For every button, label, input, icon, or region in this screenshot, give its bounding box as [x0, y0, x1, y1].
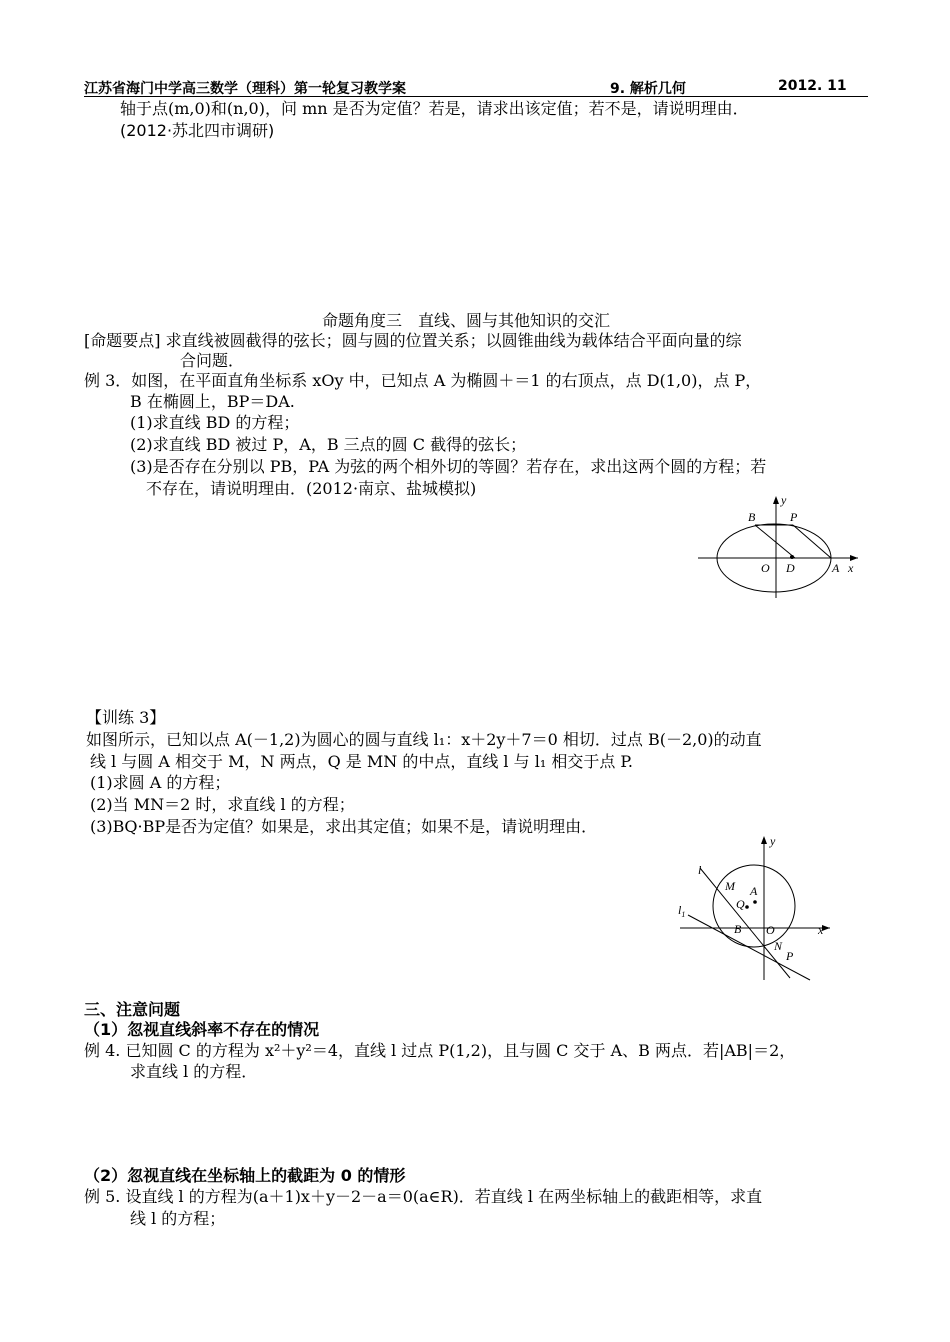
training3-question2: (2)当 MN＝2 时，求直线 l 的方程；: [90, 795, 355, 814]
label-Q: Q: [736, 897, 745, 911]
label-l: l: [698, 863, 702, 877]
continued-question-line: 轴于点(m,0)和(n,0)，问 mn 是否为定值？若是，请求出该定值；若不是，请说明理由．: [120, 99, 749, 118]
training3-line1: 如图所示，已知以点 A(－1,2)为圆心的圆与直线 l₁：x＋2y＋7＝0 相切．过点 B(－2,0)的动直: [86, 730, 762, 749]
notes-title: 三、注意问题: [84, 1000, 181, 1019]
training3-title: 【训练 3】: [86, 708, 166, 727]
label-P2: P: [786, 949, 794, 963]
label-l1-sub: 1: [681, 910, 686, 919]
label-D: D: [786, 561, 795, 575]
label-y-axis2: y: [770, 834, 776, 848]
label-y-axis: y: [781, 493, 787, 507]
example3-question3-line2: 不存在，请说明理由．(2012·南京、盐城模拟): [146, 479, 477, 498]
label-M: M: [725, 879, 735, 893]
label-l1-main: l: [678, 903, 682, 917]
ellipse-figure: [690, 490, 870, 602]
example4-line1: 例 4. 已知圆 C 的方程为 x²＋y²＝4，直线 l 过点 P(1,2)，且与圆 C 交于 A、B 两点．若|AB|＝2，: [84, 1041, 796, 1060]
example4-line2: 求直线 l 的方程．: [130, 1062, 258, 1081]
key-points-line1: [命题要点] 求直线被圆截得的弦长；圆与圆的位置关系；以圆锥曲线为载体结合平面向量的综: [84, 331, 742, 350]
continued-question-source: (2012·苏北四市调研): [120, 121, 275, 140]
example3-line1: 例 3．如图，在平面直角坐标系 xOy 中，已知点 A 为椭圆＋＝1 的右顶点，点 D(1,0)，点 P，: [84, 371, 762, 390]
section-title: 命题角度三 直线、圆与其他知识的交汇: [322, 311, 611, 330]
label-x-axis: x: [848, 561, 854, 575]
label-A: A: [832, 561, 840, 575]
label-B2: B: [734, 922, 742, 936]
label-B: B: [748, 510, 756, 524]
circle-lines-figure: [670, 830, 850, 985]
label-O2: O: [766, 923, 775, 937]
training3-question1: (1)求圆 A 的方程；: [90, 773, 231, 792]
header-chapter: 9. 解析几何: [610, 81, 686, 97]
key-points-line2: 合问题．: [180, 351, 245, 370]
notes-sub1: （1）忽视直线斜率不存在的情况: [84, 1020, 320, 1039]
example5-line2: 线 l 的方程；: [130, 1209, 226, 1228]
label-N: N: [774, 939, 783, 953]
example3-question2: (2)求直线 BD 被过 P，A，B 三点的圆 C 截得的弦长；: [130, 435, 527, 454]
label-A2: A: [750, 884, 758, 898]
training3-question3: (3)BQ·BP是否为定值？如果是，求出其定值；如果不是，请说明理由．: [90, 817, 598, 836]
example5-line1: 例 5. 设直线 l 的方程为(a＋1)x＋y－2－a＝0(a∈R)．若直线 l 在两坐标轴上的截距相等，求直: [84, 1187, 763, 1206]
label-x-axis2: x: [818, 923, 824, 937]
label-O: O: [761, 561, 770, 575]
header-rule: [84, 96, 868, 97]
label-l1: [678, 903, 685, 919]
notes-sub2: （2）忽视直线在坐标轴上的截距为 0 的情形: [84, 1166, 406, 1185]
example3-line2: B 在椭圆上，BP＝DA.: [130, 392, 295, 411]
training3-line2: 线 l 与圆 A 相交于 M，N 两点，Q 是 MN 的中点，直线 l 与 l₁ 相交于点 P.: [90, 752, 634, 771]
header-date: 2012. 11: [778, 78, 847, 94]
label-P: P: [790, 510, 798, 524]
example3-question3-line1: (3)是否存在分别以 PB，PA 为弦的两个相外切的等圆？若存在，求出这两个圆的方程；若: [130, 457, 767, 476]
example3-question1: (1)求直线 BD 的方程；: [130, 413, 300, 432]
header-title: 江苏省海门中学高三数学（理科）第一轮复习教学案: [84, 81, 406, 97]
